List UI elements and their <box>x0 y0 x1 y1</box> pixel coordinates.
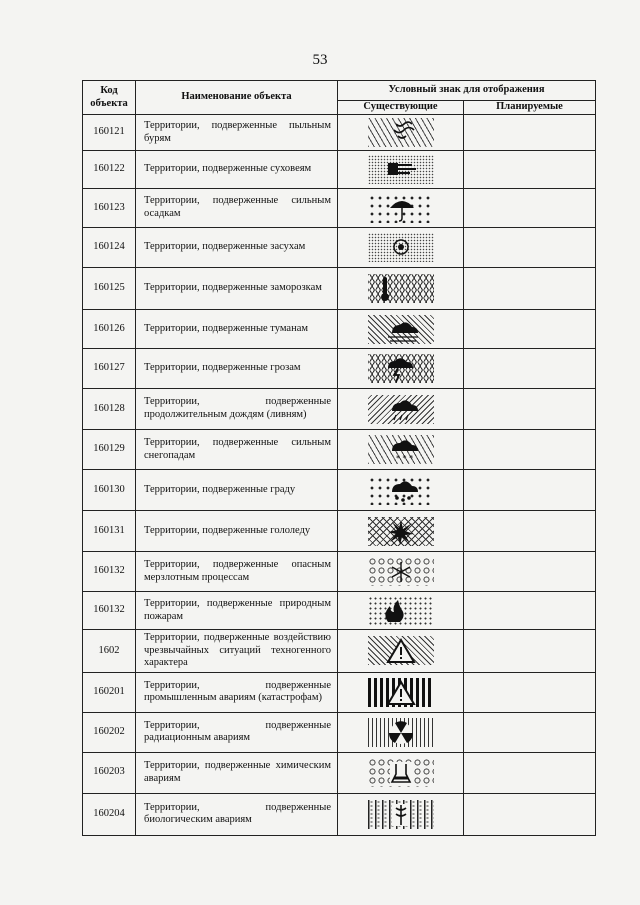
object-code: 160126 <box>83 310 136 349</box>
object-code: 160127 <box>83 349 136 389</box>
planned-symbol-cell <box>464 151 596 189</box>
planned-symbol-cell <box>464 430 596 470</box>
object-code: 1602 <box>83 630 136 673</box>
object-name: Территории, подверженные сильным осадкам <box>136 189 338 228</box>
planned-symbol-cell <box>464 470 596 511</box>
object-name: Территории, подверженные гололеду <box>136 511 338 552</box>
existing-symbol-cell <box>338 552 464 592</box>
existing-symbol-cell <box>338 752 464 793</box>
planned-symbol-cell <box>464 511 596 552</box>
header-symbol-group: Условный знак для отображения <box>338 81 596 101</box>
fog-cloud-icon <box>368 315 434 344</box>
table-row <box>83 552 596 592</box>
table-row <box>83 389 596 430</box>
rain-cloud-icon <box>368 395 434 424</box>
biohazard-icon <box>368 800 434 829</box>
object-name: Территории, подверженные заморозкам <box>136 268 338 310</box>
table-row <box>83 310 596 349</box>
umbrella-icon <box>368 194 434 223</box>
existing-symbol-cell <box>338 630 464 673</box>
object-name: Территории, подверженные продолжительным дождям (ливням) <box>136 389 338 430</box>
header-code: Код объекта <box>83 81 136 115</box>
industrial-warning-icon <box>368 678 434 707</box>
object-code: 160130 <box>83 470 136 511</box>
planned-symbol-cell <box>464 268 596 310</box>
planned-symbol-cell <box>464 712 596 752</box>
table-row <box>83 268 596 310</box>
planned-symbol-cell <box>464 592 596 630</box>
thermometer-icon <box>368 274 434 303</box>
ice-star-icon <box>368 517 434 546</box>
object-name: Территории, подверженные радиационным авариям <box>136 712 338 752</box>
object-name: Территории, подверженные опасным мерзлотным процессам <box>136 552 338 592</box>
planned-symbol-cell <box>464 389 596 430</box>
existing-symbol-cell <box>338 115 464 151</box>
object-code: 160132 <box>83 552 136 592</box>
chemical-flask-icon <box>368 758 434 787</box>
existing-symbol-cell <box>338 511 464 552</box>
table-row <box>83 189 596 228</box>
planned-symbol-cell <box>464 552 596 592</box>
existing-symbol-cell <box>338 389 464 430</box>
table-row <box>83 793 596 835</box>
object-name: Территории, подверженные сильным снегопадам <box>136 430 338 470</box>
planned-symbol-cell <box>464 349 596 389</box>
planned-symbol-cell <box>464 752 596 793</box>
planned-symbol-cell <box>464 115 596 151</box>
existing-symbol-cell <box>338 151 464 189</box>
object-code: 160201 <box>83 672 136 712</box>
warning-triangle-icon <box>368 636 434 665</box>
existing-symbol-cell <box>338 592 464 630</box>
table-row <box>83 430 596 470</box>
table-row <box>83 592 596 630</box>
object-name: Территории, подверженные природным пожарам <box>136 592 338 630</box>
snow-cloud-icon <box>368 435 434 464</box>
table-row <box>83 712 596 752</box>
fire-icon <box>368 596 434 625</box>
table-row <box>83 228 596 268</box>
page-number: 53 <box>312 52 328 68</box>
planned-symbol-cell <box>464 630 596 673</box>
snowflake-icon <box>368 557 434 586</box>
object-name: Территории, подверженные граду <box>136 470 338 511</box>
legend-table <box>82 80 596 836</box>
existing-symbol-cell <box>338 470 464 511</box>
table-row <box>83 470 596 511</box>
table-row <box>83 672 596 712</box>
planned-symbol-cell <box>464 228 596 268</box>
object-code: 160123 <box>83 189 136 228</box>
object-name: Территории, подверженные засухам <box>136 228 338 268</box>
hail-cloud-icon <box>368 476 434 505</box>
object-name: Территории, подверженные воздействию чрезвычайных ситуаций техногенного характера <box>136 630 338 673</box>
planned-symbol-cell <box>464 793 596 835</box>
object-name: Территории, подверженные суховеям <box>136 151 338 189</box>
existing-symbol-cell <box>338 310 464 349</box>
object-code: 160129 <box>83 430 136 470</box>
object-code: 160124 <box>83 228 136 268</box>
object-code: 160125 <box>83 268 136 310</box>
object-code: 160204 <box>83 793 136 835</box>
table-row <box>83 630 596 673</box>
object-code: 160122 <box>83 151 136 189</box>
existing-symbol-cell <box>338 672 464 712</box>
object-name: Территории, подверженные пыльным бурям <box>136 115 338 151</box>
planned-symbol-cell <box>464 189 596 228</box>
existing-symbol-cell <box>338 189 464 228</box>
existing-symbol-cell <box>338 793 464 835</box>
object-name: Территории, подверженные биологическим авариям <box>136 793 338 835</box>
object-code: 160203 <box>83 752 136 793</box>
table-row <box>83 115 596 151</box>
object-code: 160132 <box>83 592 136 630</box>
radiation-icon <box>368 718 434 747</box>
sun-icon <box>368 233 434 262</box>
dust-storm-icon <box>368 118 434 147</box>
existing-symbol-cell <box>338 712 464 752</box>
planned-symbol-cell <box>464 672 596 712</box>
table-row <box>83 511 596 552</box>
object-code: 160121 <box>83 115 136 151</box>
object-name: Территории, подверженные туманам <box>136 310 338 349</box>
header-name: Наименование объекта <box>136 81 338 115</box>
table-row <box>83 752 596 793</box>
existing-symbol-cell <box>338 268 464 310</box>
existing-symbol-cell <box>338 349 464 389</box>
object-name: Территории, подверженные грозам <box>136 349 338 389</box>
object-code: 160131 <box>83 511 136 552</box>
object-code: 160128 <box>83 389 136 430</box>
planned-symbol-cell <box>464 310 596 349</box>
object-name: Территории, подверженные химическим авариям <box>136 752 338 793</box>
header-existing: Существующие <box>338 101 464 115</box>
object-code: 160202 <box>83 712 136 752</box>
existing-symbol-cell <box>338 430 464 470</box>
table-row <box>83 151 596 189</box>
header-planned: Планируемые <box>464 101 596 115</box>
object-name: Территории, подверженные промышленным авариям (катастрофам) <box>136 672 338 712</box>
existing-symbol-cell <box>338 228 464 268</box>
table-row <box>83 349 596 389</box>
dry-wind-icon <box>368 155 434 184</box>
svg-text:* * *: * * * <box>395 454 413 463</box>
thunderstorm-icon <box>368 354 434 383</box>
